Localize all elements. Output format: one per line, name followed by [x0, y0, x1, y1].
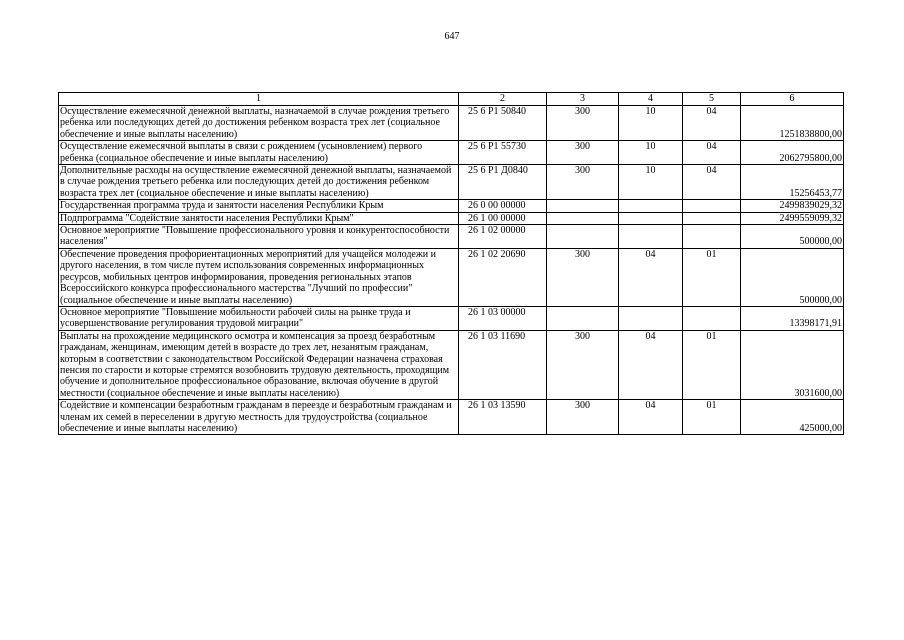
expense-type-code: 300: [547, 248, 619, 306]
subsection-code: [683, 212, 741, 224]
expense-type-code: 300: [547, 141, 619, 165]
table-row: [59, 141, 844, 165]
table-row: [59, 330, 844, 399]
table-row: [59, 225, 844, 249]
table-row: [59, 106, 844, 141]
target-code: 25 6 P1 50840: [459, 106, 547, 141]
expense-name: Осуществление ежемесячной денежной выплаты, назначаемой в случае рождения третьего ребенка или последующих детей до достижения ребенком возраста трех лет (социальное обеспечение и иные выплаты населению): [59, 106, 459, 141]
table-row: [59, 400, 844, 435]
expense-name: Осуществление ежемесячной выплаты в связи с рождением (усыновлением) первого ребенка (социальное обеспечение и иные выплаты населению): [59, 141, 459, 165]
section-code: [619, 212, 683, 224]
expense-type-code: [547, 212, 619, 224]
section-code: 10: [619, 141, 683, 165]
column-header: 3: [547, 93, 619, 106]
expense-name: Выплаты на прохождение медицинского осмотра и компенсация за проезд безработным гражданам, женщинам, имеющим детей в возрасте до трех лет, незанятым гражданам, которым в соответствии с законодательством Российской Федерации назначена страховая пенсия по старости и которые стремятся возобновить трудовую деятельность, проходящим обучение и дополнительное профессиональное образование, включая обучение в другой местности (социальное обеспечение и иные выплаты населению): [59, 330, 459, 399]
amount: 2499559099,32: [741, 212, 844, 224]
table-row: [59, 306, 844, 330]
expense-type-code: 300: [547, 165, 619, 200]
expense-name: Государственная программа труда и занятости населения Республики Крым: [59, 200, 459, 212]
column-header: 4: [619, 93, 683, 106]
table-row: [59, 212, 844, 224]
budget-table: [58, 92, 844, 435]
expense-name: Основное мероприятие "Повышение мобильности рабочей силы на рынке труда и усовершенствование регулирования трудовой миграции": [59, 306, 459, 330]
subsection-code: 04: [683, 165, 741, 200]
column-header: 1: [59, 93, 459, 106]
amount: 3031600,00: [741, 330, 844, 399]
subsection-code: [683, 306, 741, 330]
subsection-code: [683, 200, 741, 212]
page-number: 647: [444, 31, 460, 42]
table-header-row: [59, 93, 844, 106]
target-code: 26 0 00 00000: [459, 200, 547, 212]
expense-name: Дополнительные расходы на осуществление ежемесячной денежной выплаты, назначаемой в случае рождения третьего ребенка или последующих детей до достижения ребенком возраста трех лет (социальное обеспечение и иные выплаты населению): [59, 165, 459, 200]
amount: 500000,00: [741, 248, 844, 306]
section-code: 04: [619, 330, 683, 399]
subsection-code: 04: [683, 106, 741, 141]
expense-type-code: [547, 225, 619, 249]
section-code: 04: [619, 400, 683, 435]
target-code: 26 1 03 13590: [459, 400, 547, 435]
target-code: 26 1 03 11690: [459, 330, 547, 399]
section-code: 10: [619, 106, 683, 141]
section-code: [619, 200, 683, 212]
target-code: 25 6 P1 55730: [459, 141, 547, 165]
amount: 500000,00: [741, 225, 844, 249]
subsection-code: 01: [683, 330, 741, 399]
expense-name: Основное мероприятие "Повышение профессионального уровня и конкурентоспособности населения": [59, 225, 459, 249]
amount: 13398171,91: [741, 306, 844, 330]
target-code: 26 1 02 00000: [459, 225, 547, 249]
subsection-code: 01: [683, 400, 741, 435]
target-code: 26 1 03 00000: [459, 306, 547, 330]
column-header: 2: [459, 93, 547, 106]
table-row: [59, 165, 844, 200]
section-code: 10: [619, 165, 683, 200]
section-code: [619, 225, 683, 249]
expense-type-code: [547, 306, 619, 330]
expense-type-code: 300: [547, 330, 619, 399]
expense-type-code: 300: [547, 400, 619, 435]
amount: 425000,00: [741, 400, 844, 435]
target-code: 26 1 02 20690: [459, 248, 547, 306]
amount: 2062795800,00: [741, 141, 844, 165]
table-row: [59, 248, 844, 306]
amount: 15256453,77: [741, 165, 844, 200]
expense-name: Обеспечение проведения профориентационных мероприятий для учащейся молодежи и другого населения, в том числе путем использования современных информационных ресурсов, мобильных центров информирования, проведения региональных этапов Всероссийского конкурса профессионального мастерства "Лучший по профессии" (социальное обеспечение и иные выплаты населению): [59, 248, 459, 306]
subsection-code: 01: [683, 248, 741, 306]
expense-name: Содействие и компенсации безработным гражданам в переезде и безработным гражданам и членам их семей в переселении в другую местность для трудоустройства (социальное обеспечение и иные выплаты населению): [59, 400, 459, 435]
subsection-code: [683, 225, 741, 249]
section-code: 04: [619, 248, 683, 306]
target-code: 25 6 P1 Д0840: [459, 165, 547, 200]
amount: 2499839029,32: [741, 200, 844, 212]
expense-name: Подпрограмма "Содействие занятости населения Республики Крым": [59, 212, 459, 224]
section-code: [619, 306, 683, 330]
target-code: 26 1 00 00000: [459, 212, 547, 224]
amount: 1251838800,00: [741, 106, 844, 141]
column-header: 5: [683, 93, 741, 106]
expense-type-code: [547, 200, 619, 212]
column-header: 6: [741, 93, 844, 106]
table-row: [59, 200, 844, 212]
subsection-code: 04: [683, 141, 741, 165]
expense-type-code: 300: [547, 106, 619, 141]
